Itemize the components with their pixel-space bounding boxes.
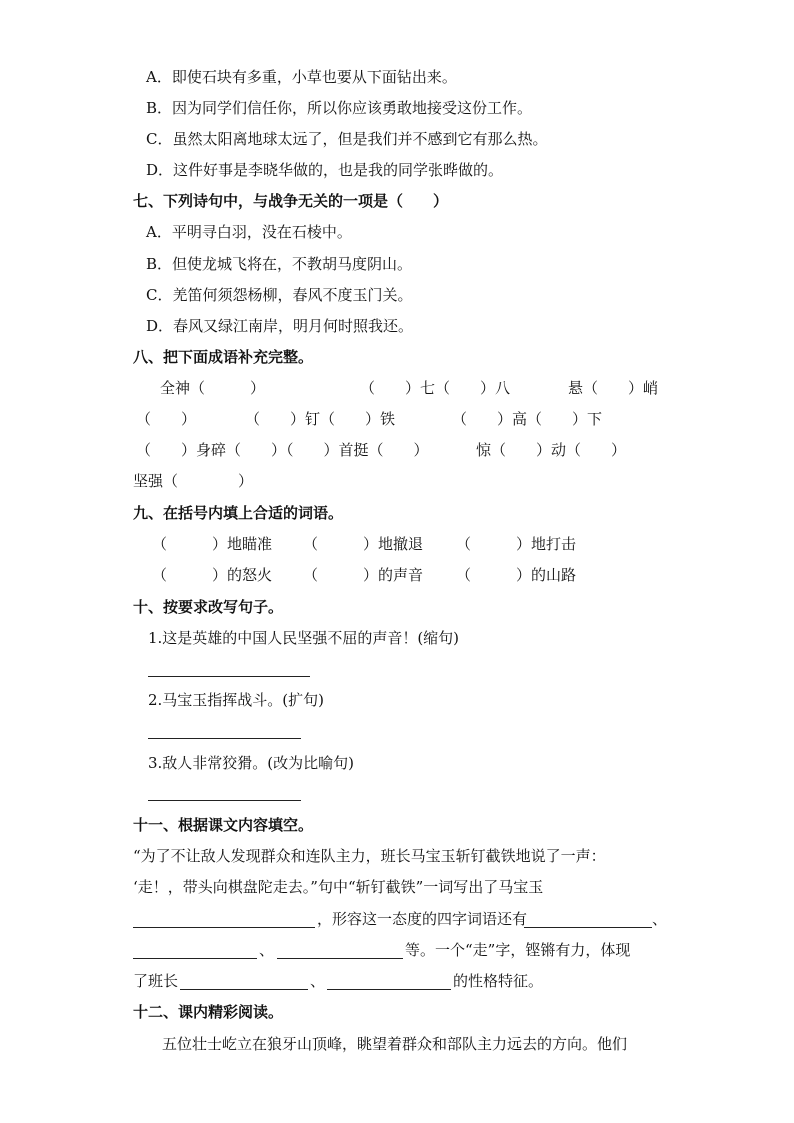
q11-line-1: “为了不让敌人发现群众和连队主力，班长马宝玉斩钉截铁地说了一声： <box>133 847 606 865</box>
fill-blank[interactable] <box>133 958 257 959</box>
q9-phrase: （ ）的怒火 <box>152 566 273 584</box>
q7-option-b: B．但使龙城飞将在，不教胡马度阴山。 <box>146 255 413 273</box>
q11-line-2: ‘走！，带头向棋盘陀走去。”句中“斩钉截铁”一词写出了马宝玉 <box>133 878 544 896</box>
q7-option-c: C．羌笛何须怨杨柳，春风不度玉门关。 <box>146 286 413 304</box>
fill-blank[interactable] <box>180 989 308 990</box>
q11-title: 十一、根据课文内容填空。 <box>133 816 314 834</box>
q7-title: 七、下列诗句中，与战争无关的一项是（ ） <box>133 192 449 210</box>
q11-line-4-mid: 、 <box>259 941 275 959</box>
q6-option-d: D．这件好事是李晓华做的，也是我的同学张晔做的。 <box>146 161 504 179</box>
q8-idiom: （ ）七（ ）八 <box>360 379 511 397</box>
q12-title: 十二、课内精彩阅读。 <box>133 1003 284 1021</box>
answer-line[interactable] <box>148 676 310 677</box>
answer-line[interactable] <box>148 738 301 739</box>
q11-line-3-end: 、 <box>652 910 668 928</box>
q11-line-5-start: 了班长 <box>133 972 179 990</box>
q10-title: 十、按要求改写句子。 <box>133 598 284 616</box>
q7-option-d: D．春风又绿江南岸，明月何时照我还。 <box>146 317 414 335</box>
q8-idiom: 坚强（ ） <box>133 472 254 490</box>
q9-title: 九、在括号内填上合适的词语。 <box>133 504 344 522</box>
q10-item-1: 1.这是英雄的中国人民坚强不屈的声音！(缩句) <box>148 629 460 647</box>
q8-idiom: （ ）高（ ）下 <box>452 410 603 428</box>
q8-idiom: 全神（ ） <box>160 379 266 397</box>
q8-title: 八、把下面成语补充完整。 <box>133 348 314 366</box>
q12-passage-line-1: 五位壮士屹立在狼牙山顶峰，眺望着群众和部队主力远去的方向。他们 <box>162 1035 628 1053</box>
q6-option-b: B．因为同学们信任你，所以你应该勇敢地接受这份工作。 <box>146 99 533 117</box>
q7-option-a: A．平明寻白羽，没在石棱中。 <box>146 223 352 241</box>
q9-phrase: （ ）地撤退 <box>303 535 424 553</box>
q11-line-5-end: 的性格特征。 <box>453 972 544 990</box>
q9-phrase: （ ）地打击 <box>456 535 577 553</box>
q11-line-4-text: 等。一个“走”字，铿锵有力，体现 <box>405 941 631 959</box>
q8-idiom: （ ）钉（ ）铁 <box>245 410 396 428</box>
fill-blank[interactable] <box>133 927 315 928</box>
q10-item-3: 3.敌人非常狡猾。(改为比喻句) <box>148 754 355 772</box>
answer-line[interactable] <box>148 800 301 801</box>
q11-line-3-text: ，形容这一态度的四字词语还有 <box>317 910 528 928</box>
fill-blank[interactable] <box>327 989 451 990</box>
q6-option-a: A．即使石块有多重，小草也要从下面钻出来。 <box>146 68 457 86</box>
q8-idiom: 惊（ ）动（ ） <box>476 441 627 459</box>
q11-line-5-mid: 、 <box>310 972 326 990</box>
fill-blank[interactable] <box>524 927 652 928</box>
q9-phrase: （ ）的山路 <box>456 566 577 584</box>
q8-idiom: （ ）身碎（ ）（ ）首挺（ ） <box>136 441 429 459</box>
q8-idiom: 悬（ ）峭 <box>568 379 659 397</box>
q9-phrase: （ ）的声音 <box>303 566 424 584</box>
fill-blank[interactable] <box>277 958 403 959</box>
q10-item-2: 2.马宝玉指挥战斗。(扩句) <box>148 691 325 709</box>
q6-option-c: C．虽然太阳离地球太远了，但是我们并不感到它有那么热。 <box>146 130 548 148</box>
q8-idiom: （ ） <box>136 410 197 428</box>
q9-phrase: （ ）地瞄准 <box>152 535 273 553</box>
